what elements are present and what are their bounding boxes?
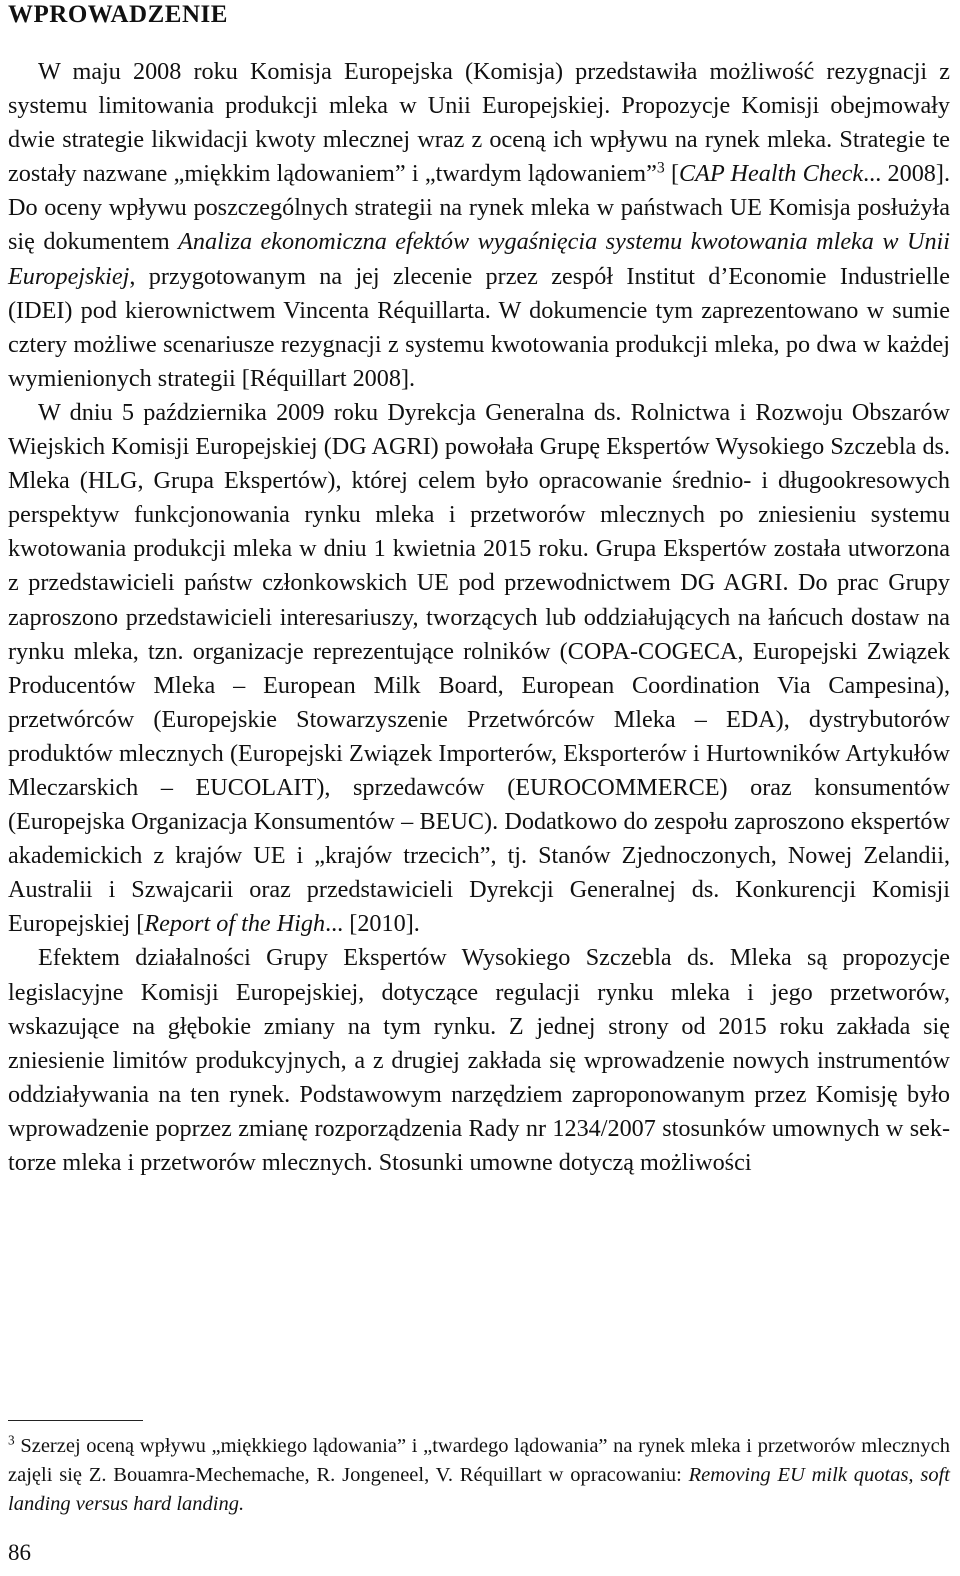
page-number: 86: [8, 1540, 31, 1565]
paragraph-1-text-a: W maju 2008 roku Komisja Europejska (Komisja) przedstawiła możliwość rezygnacji z systemu limitowania produkcji mleka w Unii Europejskiej. Propozycje Komisji obejmowały dwie strategie likwidacji kwoty mlecznej wraz z oceną ich wpływu na rynek mleka. Strategie te zostały nazwane „miękkim lądowaniem” i „twardym lądowaniem”: [8, 58, 950, 188]
footnote-title: Removing EU milk quotas, soft landing versus hard landing.: [8, 1464, 950, 1515]
paragraph-1: [8, 55, 950, 396]
footnote-text: Szerzej oceną wpływu „miękkiego lądowania” i „twardego lądowania” na rynek mleka i przetworów mlecznych zajęli się Z. Bouamra-Mechemache, R. Jongeneel, V. Réquillart w opracowaniu:: [8, 1435, 950, 1486]
footnote-reference[interactable]: 3: [656, 159, 665, 177]
citation-report-of-the-high: Report of the High: [144, 910, 326, 938]
footnote-number: 3: [8, 1432, 15, 1448]
paragraph-1-text-c: ... 2008]. Do oceny wpływu poszczególnych strategii na rynek mleka w państwach UE Komisja posłużyła się dokumentem: [8, 160, 950, 256]
section-heading: WPROWADZENIE: [8, 1, 228, 28]
footnote-divider: [8, 1420, 143, 1421]
document-title: Analiza ekonomiczna efektów wygaśnięcia systemu kwotowania mleka w Unii Europejskiej: [8, 228, 950, 290]
paragraph-2: [8, 396, 950, 942]
body-text: [8, 55, 950, 1180]
paragraph-3: Efektem działalności Grupy Ekspertów Wysokiego Szczebla ds. Mleka są propozycje legislacyjne Komisji Europejskiej, dotyczące regulacji rynku mleka i jego przetworów, wskazujące na głębokie zmiany na tym rynku. Z jednej strony od 2015 roku zakłada się zniesienie limitów produkcyjnych, a z drugiej zakłada się wprowadzenie nowych instrumentów oddziaływania na ten rynek. Podstawowym narzędziem zaproponowanym przez Komisję było wprowadzenie poprzez zmianę rozporządzenia Rady nr 1234/2007 stosunków umownych w sektorze mleka i przetworów mlecznych. Stosunki umowne dotyczą możliwości: [8, 944, 950, 1176]
paragraph-2-text-b: ... [2010].: [325, 910, 420, 938]
citation-cap-health-check: CAP Health Check: [679, 160, 864, 188]
paragraph-1-text-b: [: [664, 160, 680, 188]
paragraph-2-text-a: W dniu 5 października 2009 roku Dyrekcja Generalna ds. Rolnictwa i Rozwoju Obszarów Wiejskich Komisji Europejskiej (DG AGRI) powołała Grupę Ekspertów Wysokiego Szczebla ds. Mleka (HLG, Grupa Ekspertów), której celem było opracowanie średnio- i długookresowych perspektyw funkcjonowania rynku mleka i przetworów mlecznych po zniesieniu systemu kwotowania produkcji mleka w dniu 1 kwietnia 2015 roku. Grupa Ekspertów została utworzona z przedstawicieli państw członkowskich UE pod przewodnictwem DG AGRI. Do prac Grupy zaproszono przedstawicieli interesariuszy, tworzących lub oddziałujących na łańcuch dostaw na rynku mleka, tzn. organizacje reprezentujące rolników (COPA-COGECA, Europejski Związek Producentów Mleka – European Milk Board, European Coordination Via Campesina), przetwórców (Europejskie Stowarzyszenie Przetwórców Mleka – EDA), dystrybutorów produktów mlecznych (Europejski Związek Importerów, Eksporterów i Hurtowników Artykułów Mleczarskich – EUCOLAIT), sprzedawców (EUROCOMMERCE) oraz konsumentów (Europejska Organizacja Konsumentów – BEUC). Dodatkowo do zespołu zaproszono ekspertów akademickich z krajów UE i „krajów trzecich”, tj. Stanów Zjednoczonych, Nowej Zelandii, Australii i Szwajcarii oraz przedstawicieli Dyrekcji Generalnej ds. Konkurencji Komisji Europejskiej [: [8, 398, 950, 938]
footnote: [8, 1432, 950, 1519]
paragraph-1-text-d: , przygotowanym na jej zlecenie przez zespół Institut d’Economie Industrielle (IDEI) pod kierownictwem Vincenta Réquillarta. W dokumencie tym zaprezentowano w sumie cztery możliwe scenariusze rezygnacji z systemu kwotowania produkcji mleka, po dwa w każdej wymienionych strategii [Réquillart 2008].: [8, 262, 950, 392]
